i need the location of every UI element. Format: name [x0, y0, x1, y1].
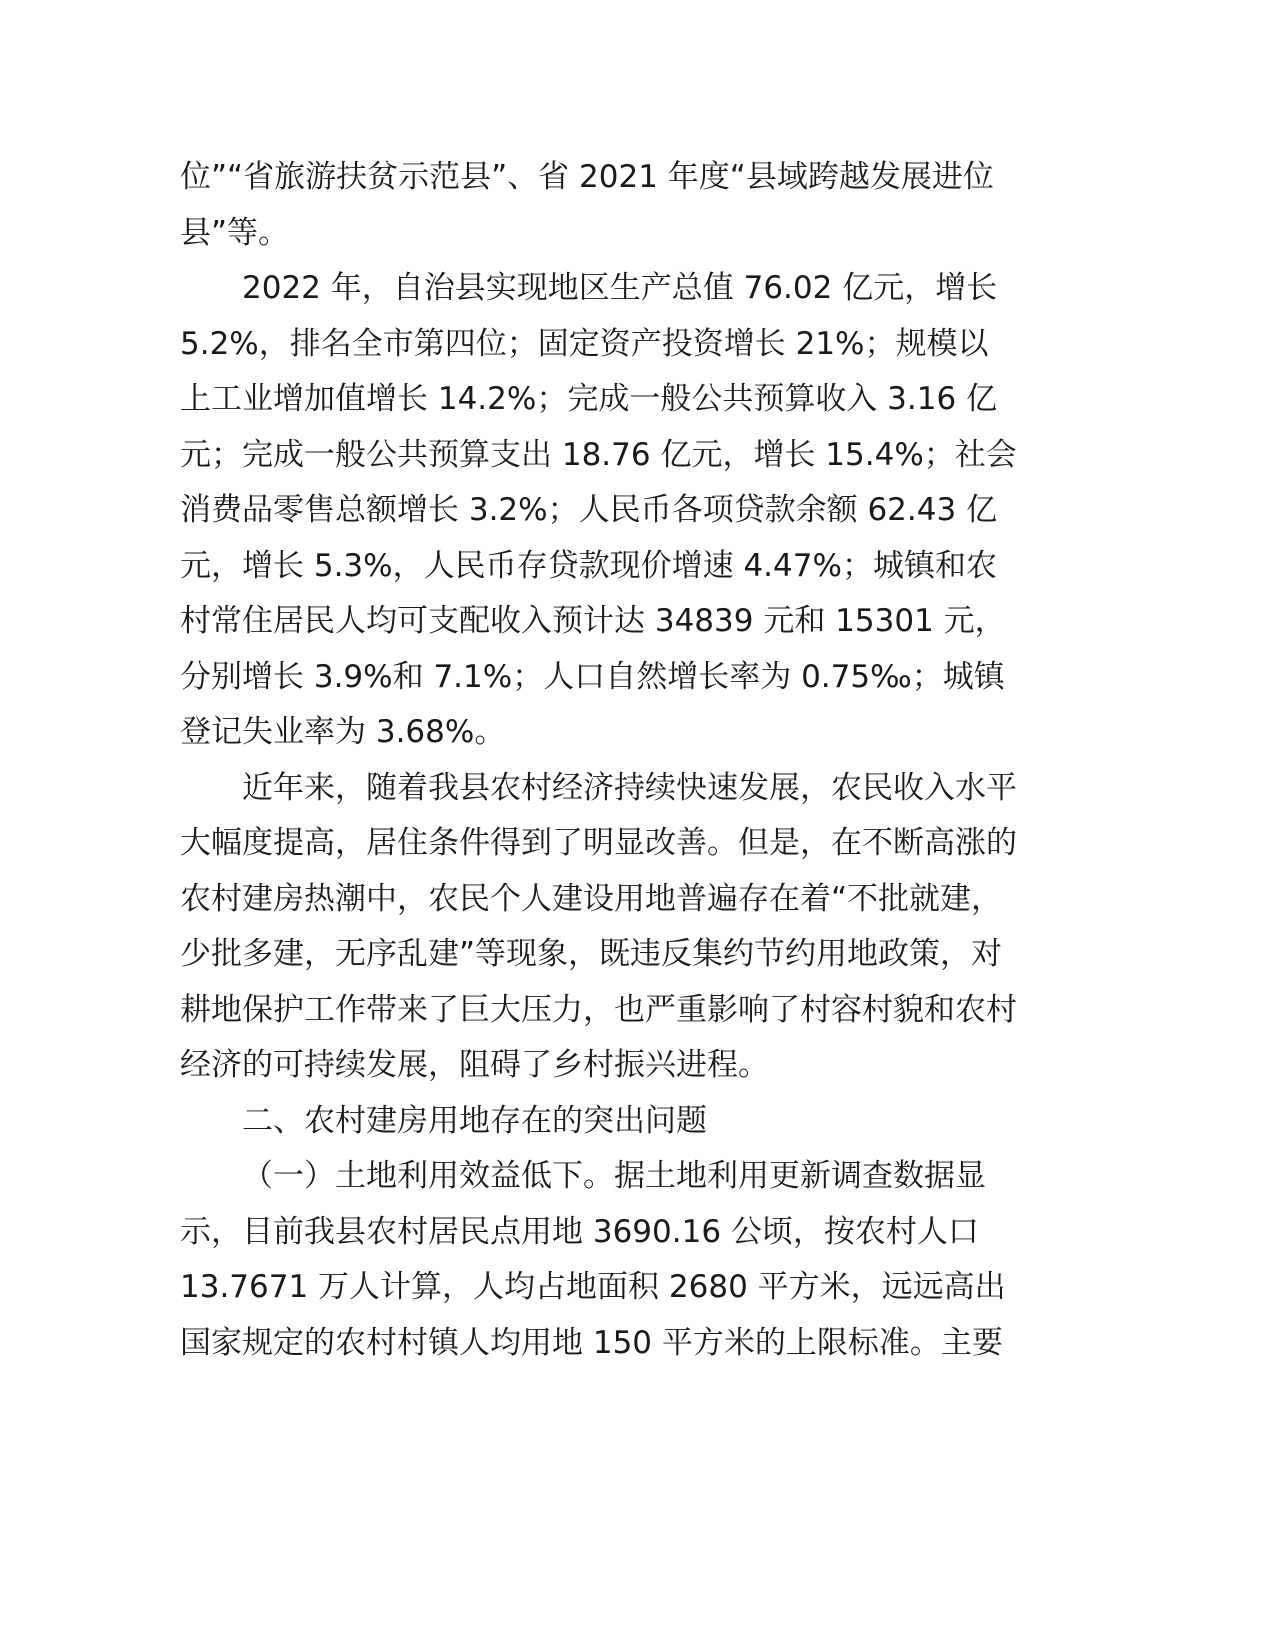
text-line: 消费品零售总额增长 3.2%；人民币各项贷款余额 62.43 亿: [180, 492, 998, 528]
text-line: 县”等。: [180, 214, 290, 251]
heading-text: 二、农村建房用地存在的突出问题: [242, 1102, 707, 1139]
paragraph: [180, 1149, 1040, 1371]
text-line: 经济的可持续发展，阻碍了乡村振兴进程。: [180, 1047, 769, 1083]
text-line: （一）土地利用效益低下。据土地利用更新调查数据显: [242, 1158, 986, 1194]
text-line: 近年来，随着我县农村经济持续快速发展，农民收入水平: [242, 769, 1017, 806]
text-line: 分别增长 3.9%和 7.1%；人口自然增长率为 0.75‰；城镇: [180, 658, 1005, 695]
text-line: 示，目前我县农村居民点用地 3690.16 公顷，按农村人口: [180, 1213, 979, 1250]
text-line: 登记失业率为 3.68%。: [180, 714, 506, 750]
text-line: 国家规定的农村村镇人均用地 150 平方米的上限标准。主要: [180, 1324, 1003, 1361]
text-line: 5.2%，排名全市第四位；固定资产投资增长 21%；规模以: [180, 325, 989, 362]
text-line: 元，增长 5.3%，人民币存贷款现价增速 4.47%；城镇和农: [180, 547, 997, 584]
text-line: 大幅度提高，居住条件得到了明显改善。但是，在不断高涨的: [180, 825, 1017, 861]
text-line: 位”“省旅游扶贫示范县”、省 2021 年度“县域跨越发展进位: [180, 159, 994, 195]
paragraph: [180, 150, 1040, 261]
text-line: 2022 年，自治县实现地区生产总值 76.02 亿元，增长: [242, 270, 998, 306]
document-body: [180, 150, 1040, 1371]
paragraph: [180, 261, 1040, 761]
text-line: 村常住居民人均可支配收入预计达 34839 元和 15301 元，: [180, 603, 1006, 639]
text-line: 耕地保护工作带来了巨大压力，也严重影响了村容村貌和农村: [180, 991, 1017, 1028]
text-line: 上工业增加值增长 14.2%；完成一般公共预算收入 3.16 亿: [180, 381, 998, 417]
text-line: 农村建房热潮中，农民个人建设用地普遍存在着“不批就建，: [180, 880, 1003, 917]
text-line: 元；完成一般公共预算支出 18.76 亿元，增长 15.4%；社会: [180, 436, 1017, 473]
text-line: 13.7671 万人计算，人均占地面积 2680 平方米，远远高出: [180, 1269, 1006, 1305]
paragraph: [180, 761, 1040, 1094]
section-heading: [180, 1094, 1040, 1150]
text-line: 少批多建，无序乱建”等现象，既违反集约节约用地政策，对: [180, 936, 1003, 972]
